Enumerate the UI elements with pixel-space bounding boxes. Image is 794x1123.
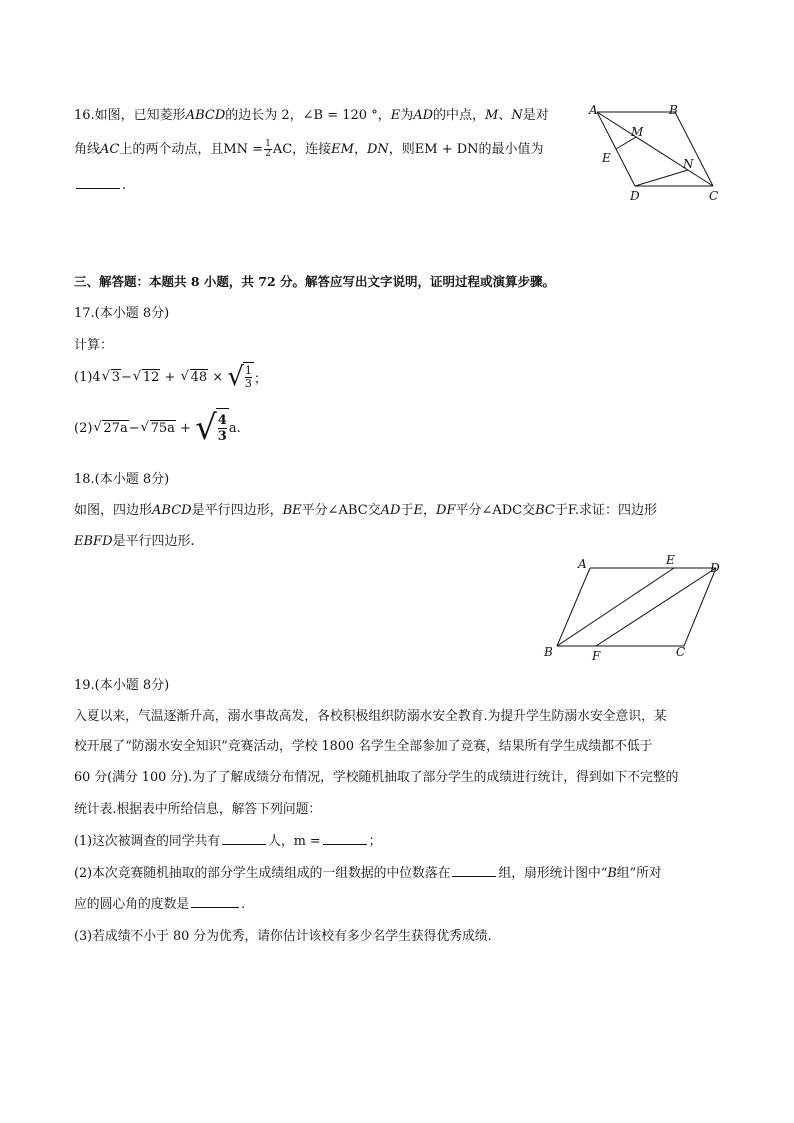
label-b: B bbox=[669, 103, 678, 117]
answer-blank[interactable] bbox=[76, 187, 120, 189]
q16-dn: DN bbox=[366, 142, 389, 157]
section-3-title: 三、解答题：本题共 8 小题，共 72 分。解答应写出文字说明，证明过程或演算步骤。 bbox=[74, 274, 556, 289]
q17-text: a. bbox=[228, 420, 241, 436]
fraction-denominator: 3 bbox=[217, 429, 227, 444]
label-c: C bbox=[676, 645, 686, 659]
label-d: D bbox=[630, 189, 640, 203]
answer-blank-median-group[interactable] bbox=[452, 875, 496, 877]
label-d: D bbox=[710, 561, 720, 575]
q16-text: ， bbox=[353, 142, 367, 157]
side-dc bbox=[684, 568, 716, 646]
q16-text: 为 bbox=[400, 108, 414, 123]
q17-part-1 bbox=[74, 362, 267, 392]
q18-text: 平分∠ABC交 bbox=[301, 503, 381, 518]
q18-text: 是平行四边形. bbox=[112, 534, 195, 549]
sqrt-one-third bbox=[227, 362, 254, 392]
radicand: 27a bbox=[103, 420, 128, 436]
label-c: C bbox=[709, 189, 719, 203]
q16-text: AC，连接 bbox=[272, 142, 332, 157]
q17-part-2 bbox=[74, 408, 241, 448]
q19-line-1: 入夏以来，气温逐渐升高，溺水事故高发，各校积极组织防溺水安全教育.为提升学生防溺水安全意识，某 bbox=[74, 709, 667, 724]
side-bc bbox=[675, 112, 713, 186]
label-e: E bbox=[666, 553, 675, 567]
side-ba bbox=[557, 568, 590, 646]
radicand: 48 bbox=[190, 369, 208, 385]
rhombus-figure bbox=[580, 100, 730, 206]
radical-sign: √ bbox=[227, 362, 244, 392]
q17-text: (2) bbox=[74, 420, 93, 436]
q19-line-4: 统计表.根据表中所给信息，解答下列问题： bbox=[74, 802, 322, 817]
q16-line-2 bbox=[74, 138, 544, 159]
q18-text: 于F.求证：四边形 bbox=[554, 503, 658, 518]
label-n: N bbox=[683, 157, 694, 171]
radicand-fraction bbox=[243, 362, 254, 392]
q18-text: 如图，四边形 bbox=[74, 503, 153, 518]
q19-text: . bbox=[241, 897, 246, 912]
q19-part-3: (3)若成绩不小于 80 分为优秀，请你估计该校有多少名学生获得优秀成绩. bbox=[74, 929, 492, 944]
label-b: B bbox=[544, 645, 553, 659]
answer-blank-m[interactable] bbox=[323, 843, 367, 845]
q16-line-3 bbox=[74, 178, 126, 193]
q18-ad: AD bbox=[380, 503, 401, 518]
q16-text: 上的两个动点，且MN = bbox=[119, 142, 264, 157]
q16-ac: AC bbox=[100, 142, 120, 157]
q16-text: 16.如图，已知菱形 bbox=[74, 108, 186, 123]
q17-intro: 计算： bbox=[74, 338, 114, 353]
q19-part-2-line-2 bbox=[74, 893, 245, 912]
fraction-numerator: 1 bbox=[265, 139, 271, 149]
sqrt-27a bbox=[93, 421, 128, 436]
label-m: M bbox=[631, 125, 644, 139]
fraction-numerator: 4 bbox=[217, 413, 227, 428]
q17-text: ； bbox=[253, 371, 267, 387]
sqrt-48 bbox=[181, 370, 209, 385]
label-a: A bbox=[589, 103, 598, 117]
radicand-fraction bbox=[216, 408, 229, 448]
radical-sign: √ bbox=[195, 408, 217, 448]
q18-df: DF bbox=[436, 503, 456, 518]
parallelogram-figure bbox=[540, 552, 730, 664]
q19-text: 人，m = bbox=[268, 834, 321, 849]
q17-header: 17.(本小题 8分) bbox=[74, 306, 170, 321]
q16-em: EM bbox=[331, 142, 354, 157]
q16-text: 、 bbox=[498, 108, 512, 123]
q19-text: (2)本次竞赛随机抽取的部分学生成绩组成的一组数据的中位数落在 bbox=[74, 866, 451, 881]
q18-be: BE bbox=[282, 503, 302, 518]
fraction-denominator: 3 bbox=[244, 377, 252, 390]
q18-line-1 bbox=[74, 499, 657, 518]
label-e: E bbox=[602, 151, 611, 165]
q16-text: 的中点， bbox=[433, 108, 486, 123]
q17-text: (1)4 bbox=[74, 369, 101, 385]
q19-line-2: 校开展了“防溺水安全知识”竞赛活动，学校 1800 名学生全部参加了竞赛，结果所有学生成绩都不低于 bbox=[74, 739, 653, 754]
q16-n: N bbox=[511, 108, 523, 123]
segment-dn bbox=[635, 170, 688, 186]
label-a: A bbox=[578, 557, 587, 571]
q17-text: + bbox=[160, 369, 180, 385]
label-f: F bbox=[592, 649, 601, 663]
q17-text: − bbox=[120, 369, 132, 385]
q18-header: 18.(本小题 8分) bbox=[74, 472, 170, 487]
q18-text: 平分∠ADC交 bbox=[455, 503, 536, 518]
q19-line-3: 60 分(满分 100 分).为了了解成绩分布情况，学校随机抽取了部分学生的成绩进行统计，得到如下不完整的 bbox=[74, 770, 679, 785]
q16-fraction bbox=[264, 140, 272, 159]
q16-ad: AD bbox=[413, 108, 434, 123]
q19-text: 应的圆心角的度数是 bbox=[74, 897, 190, 912]
q16-text: ，则EM + DN的最小值为 bbox=[388, 142, 544, 157]
radicand: 3 bbox=[111, 369, 120, 385]
q18-text: 是平行四边形， bbox=[191, 503, 283, 518]
q19-part-1 bbox=[74, 830, 381, 849]
q16-text: . bbox=[122, 178, 127, 193]
fraction-denominator: 2 bbox=[265, 149, 271, 159]
q18-line-2 bbox=[74, 530, 195, 549]
radicand: 12 bbox=[142, 369, 160, 385]
answer-blank-count[interactable] bbox=[222, 843, 266, 845]
q16-text: 角线 bbox=[74, 142, 101, 157]
q16-m: M bbox=[485, 108, 499, 123]
sqrt-3 bbox=[102, 370, 121, 385]
answer-blank-angle[interactable] bbox=[191, 906, 239, 908]
q19-group-b: B bbox=[607, 866, 617, 881]
q19-header: 19.(本小题 8分) bbox=[74, 678, 170, 693]
q17-text: − bbox=[128, 420, 140, 436]
q18-ebfd: EBFD bbox=[74, 534, 113, 549]
q19-text: (1)这次被调查的同学共有 bbox=[74, 834, 221, 849]
q19-text: 组”所对 bbox=[616, 866, 662, 881]
q19-part-2-line-1 bbox=[74, 862, 662, 881]
q17-text: × bbox=[208, 369, 228, 385]
q17-text: + bbox=[175, 420, 196, 436]
q19-text: 组，扇形统计图中“ bbox=[498, 866, 608, 881]
q18-abcd: ABCD bbox=[152, 503, 192, 518]
sqrt-12 bbox=[133, 370, 161, 385]
q18-e: E bbox=[413, 503, 423, 518]
q16-abcd: ABCD bbox=[185, 108, 226, 123]
q18-text: 于 bbox=[400, 503, 414, 518]
q16-text: 是对 bbox=[522, 108, 549, 123]
q16-e: E bbox=[390, 108, 401, 123]
diagonal-ac bbox=[597, 112, 713, 186]
q19-text: ； bbox=[368, 834, 382, 849]
q18-text: ， bbox=[423, 503, 437, 518]
fraction-numerator: 1 bbox=[244, 364, 252, 377]
radicand: 75a bbox=[150, 420, 175, 436]
sqrt-four-thirds bbox=[195, 408, 229, 448]
q16-line-1 bbox=[74, 104, 549, 123]
q16-text: 的边长为 2，∠B = 120 °， bbox=[225, 108, 391, 123]
q18-bc: BC bbox=[535, 503, 555, 518]
sqrt-75a bbox=[141, 421, 176, 436]
